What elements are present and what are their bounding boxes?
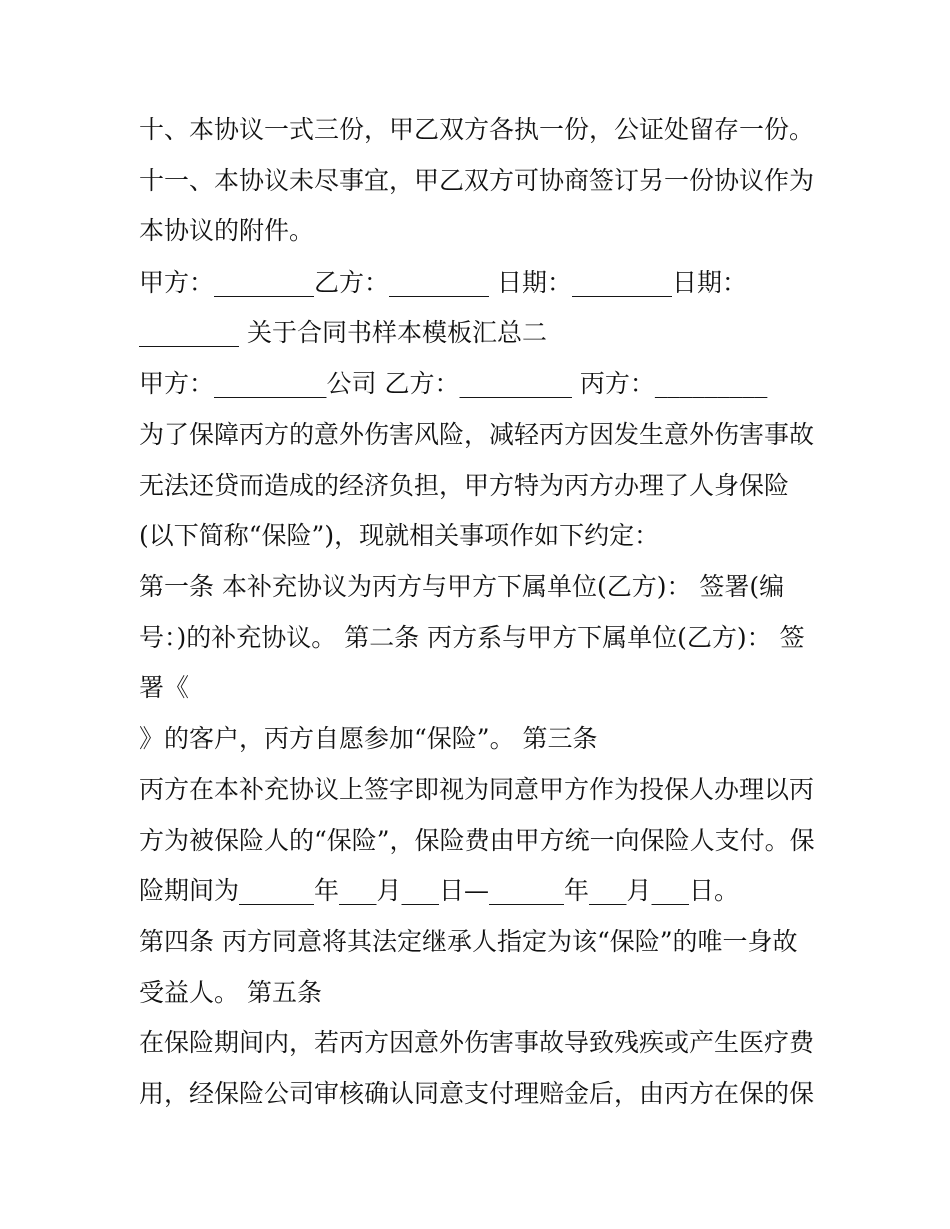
text-line-8: 无法还贷而造成的经济负担，甲方特为丙方办理了人身保险: [139, 471, 790, 500]
text-line-14: 丙方在本补充协议上签字即视为同意甲方作为投保人办理以丙: [139, 775, 815, 804]
text-line-1: 十、本协议一式三份，甲乙双方各执一份，公证处留存一份。: [139, 115, 815, 144]
text-line-9: (以下简称“保险”)，现就相关事项作如下约定：: [139, 521, 660, 550]
text-line-5: ________ 关于合同书样本模板汇总二: [139, 318, 547, 347]
text-line-4: 甲方：________乙方：________ 日期：________日期：: [139, 268, 747, 297]
text-line-3: 本协议的附件。: [139, 216, 315, 245]
text-line-17: 第四条 丙方同意将其法定继承人指定为该“保险”的唯一身故: [139, 927, 798, 956]
text-line-18: 受益人。 第五条: [139, 978, 322, 1007]
text-line-12: 署《: [139, 673, 190, 702]
text-line-15: 方为被保险人的“保险”，保险费由甲方统一向保险人支付。保: [139, 826, 815, 855]
text-line-13: 》的客户，丙方自愿参加“保险”。 第三条: [139, 724, 598, 753]
text-line-20: 用，经保险公司审核确认同意支付理赔金后，由丙方在保的保: [139, 1079, 815, 1108]
text-line-19: 在保险期间内，若丙方因意外伤害事故导致残疾或产生医疗费: [139, 1028, 815, 1057]
text-line-16: 险期间为______年___月___日—______年___月___日。: [139, 876, 740, 905]
text-line-11: 号：)的补充协议。 第二条 丙方系与甲方下属单位(乙方)： 签: [139, 623, 805, 652]
text-line-2: 十一、本协议未尽事宜，甲乙双方可协商签订另一份协议作为: [139, 166, 815, 195]
text-line-10: 第一条 本补充协议为丙方与甲方下属单位(乙方)： 签署(编: [139, 572, 785, 601]
text-line-6: 甲方：_________公司 乙方：_________ 丙方：_________: [139, 369, 768, 398]
text-line-7: 为了保障丙方的意外伤害风险，减轻丙方因发生意外伤害事故: [139, 420, 815, 449]
